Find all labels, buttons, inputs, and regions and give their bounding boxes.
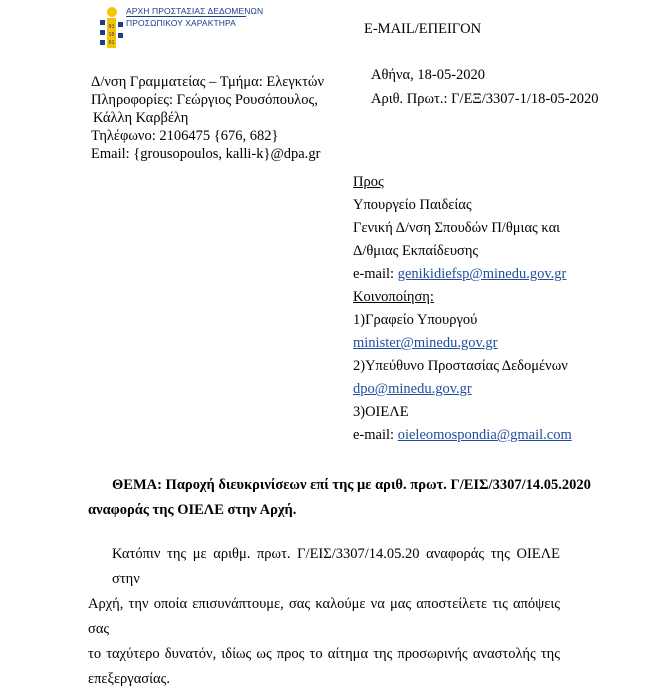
recipient-email-link[interactable]: genikidiefsp@minedu.gov.gr [397,266,567,282]
subject-line2: αναφοράς της ΟΙΕΛΕ στην Αρχή. [88,502,297,518]
cc-item-1: 1)Γραφείο Υπουργού [353,312,478,328]
svg-text:01: 01 [108,40,115,46]
cc-label: Κοινοποίηση: [353,289,434,305]
body-line1: Κατόπιν της με αριθμ. πρωτ. Γ/ΕΙΣ/3307/14.05.20 αναφοράς της ΟΙΕΛΕ στην [112,546,560,587]
delivery-method: E-MAIL/ΕΠΕΙΓΟΝ [364,21,482,37]
recipient-to-label: Προς [353,174,384,190]
logo-name-line2: ΠΡΟΣΩΠΙΚΟΥ ΧΑΡΑΚΤΗΡΑ [126,18,236,28]
logo-name-line1: ΑΡΧΗ ΠΡΟΣΤΑΣΙΑΣ ΔΕΔΟΜΕΝΩΝ [126,6,264,16]
sender-email: Email: {grousopoulos, kalli-k}@dpa.gr [91,146,321,162]
recipient-ministry: Υπουργείο Παιδείας [353,197,472,213]
recipient-block [353,171,572,447]
subject-block [88,473,591,523]
subject-line1: ΘΕΜΑ: Παροχή διευκρινίσεων επί της με αριθ. πρωτ. Γ/ΕΙΣ/3307/14.05.2020 [112,477,591,493]
svg-text:10: 10 [108,32,115,38]
cc-item-3-email-link[interactable]: oieleomospondia@gmail.com [397,427,572,443]
sender-block [91,73,324,163]
body-line3: το ταχύτερο δυνατόν, ιδίως ως προς το αίτημα της προσωρινής αναστολής της [88,646,560,662]
authority-logo [96,6,264,50]
sender-department: Δ/νση Γραμματείας – Τμήμα: Ελεγκτών [91,74,325,90]
protocol-number: Αριθ. Πρωτ.: Γ/ΕΞ/3307-1/18-05-2020 [371,91,599,107]
cc-item-2: 2)Υπεύθυνο Προστασίας Δεδομένων [353,358,568,374]
cc-item-2-email-link[interactable]: dpo@minedu.gov.gr [353,381,472,397]
recipient-email-label: e-mail: [353,266,398,282]
document-date: Αθήνα, 18-05-2020 [371,67,486,83]
svg-text:01: 01 [108,24,115,30]
body-paragraph [88,542,560,692]
cc-item-3: 3)ΟΙΕΛΕ [353,404,409,420]
logo-divider [126,16,246,17]
recipient-directorate-line2: Δ/θμιας Εκπαίδευσης [353,243,479,259]
body-line2: Αρχή, την οποία επισυνάπτουμε, σας καλούμε να μας αποστείλετε τις απόψεις σας [88,596,560,637]
recipient-email-row [353,263,572,286]
body-line4: επεξεργασίας. [88,671,170,687]
sender-info-line2: Κάλλη Καρβέλη [93,110,189,126]
recipient-directorate-line1: Γενική Δ/νση Σπουδών Π/θμιας και [353,220,561,236]
cc-item-3-email-label: e-mail: [353,427,398,443]
sender-phone: Τηλέφωνο: 2106475 {676, 682} [91,128,279,144]
sender-info-line1: Πληροφορίες: Γεώργιος Ρουσόπουλος, [91,92,318,108]
authority-logo-icon [96,6,126,50]
cc-item-3-email-row [353,424,572,447]
cc-item-1-email-link[interactable]: minister@minedu.gov.gr [353,335,498,351]
